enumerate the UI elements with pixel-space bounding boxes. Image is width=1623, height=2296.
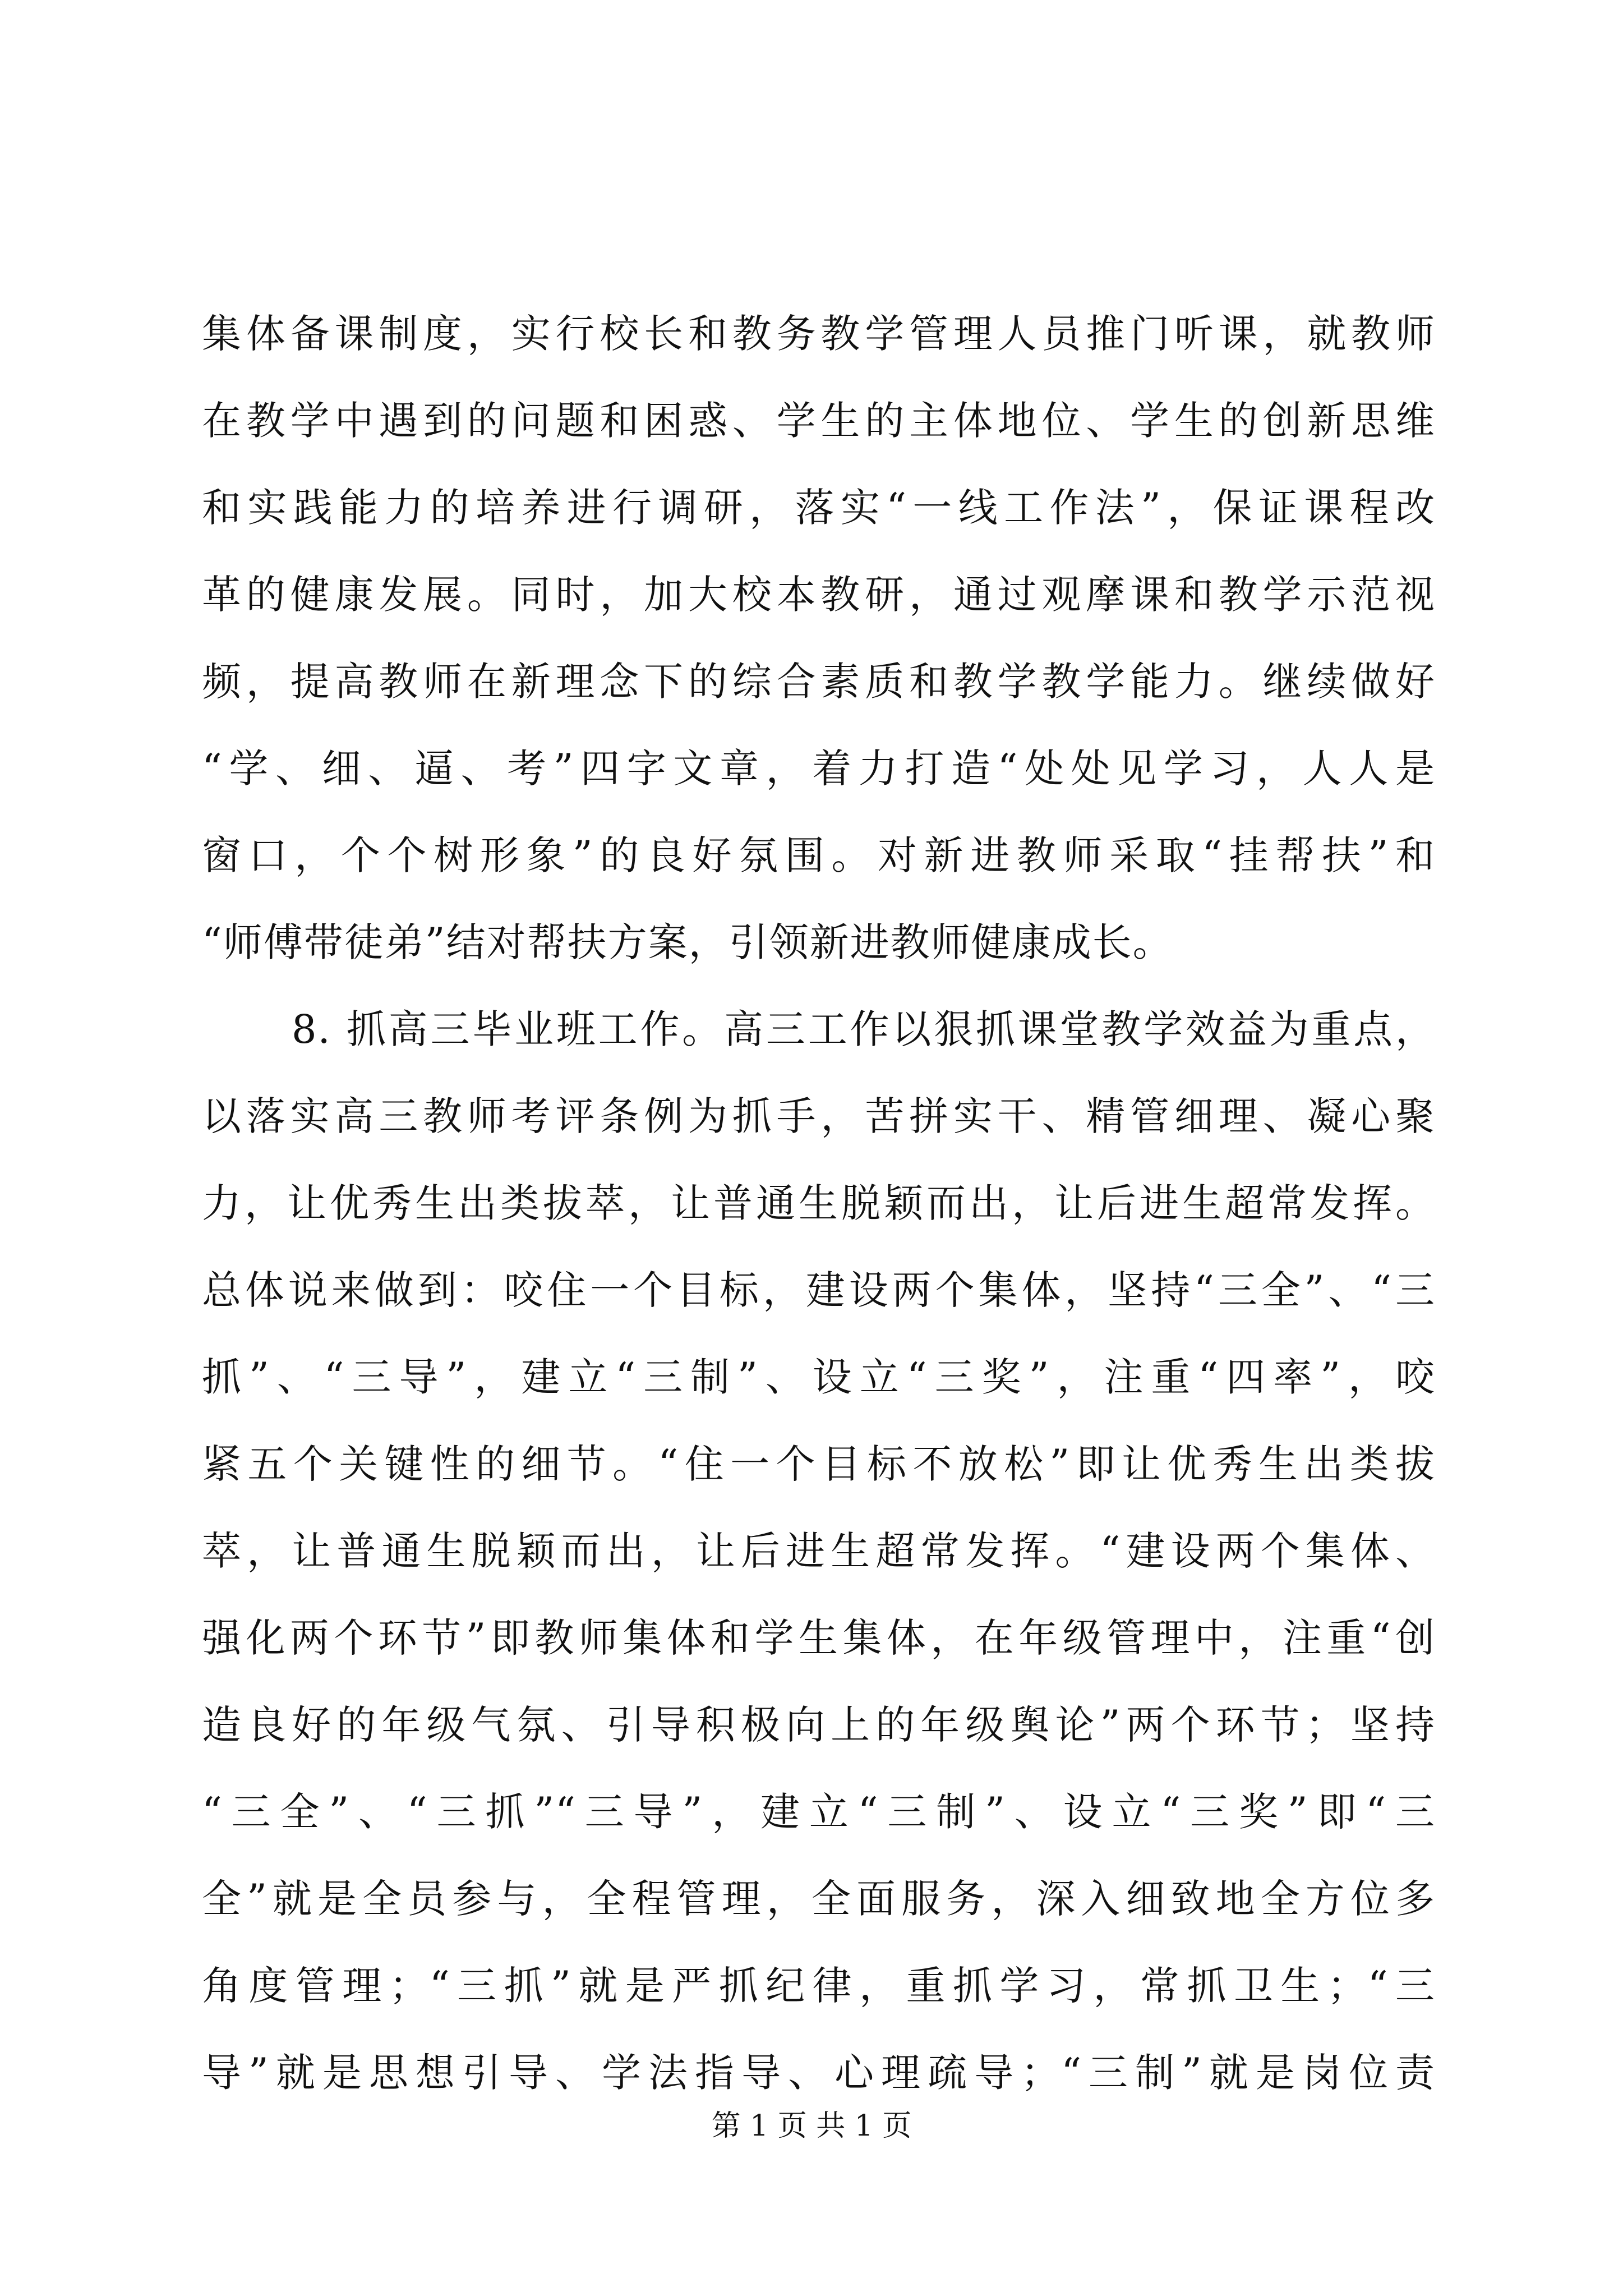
text-line: 窗口，个个树形象”的良好氛围。对新进教师采取“挂帮扶”和	[202, 832, 1436, 878]
text-line: 集体备课制度，实行校长和教务教学管理人员推门听课，就教师	[202, 311, 1436, 357]
text-line: 造良好的年级气氛、引导积极向上的年级舆论”两个环节；坚持	[202, 1702, 1436, 1748]
text-line: 以落实高三教师考评条例为抓手，苦拼实干、精管细理、凝心聚	[202, 1093, 1436, 1139]
text-line: 抓”、“三导”，建立“三制”、设立“三奖”，注重“四率”，咬	[202, 1354, 1436, 1400]
text-line: “学、细、逼、考”四字文章，着力打造“处处见学习，人人是	[202, 746, 1436, 792]
text-line: 强化两个环节”即教师集体和学生集体，在年级管理中，注重“创	[202, 1615, 1436, 1661]
text-line: 全”就是全员参与，全程管理，全面服务，深入细致地全方位多	[202, 1876, 1436, 1922]
text-line: 紧五个关键性的细节。“住一个目标不放松”即让优秀生出类拔	[202, 1441, 1436, 1487]
text-line: 在教学中遇到的问题和困惑、学生的主体地位、学生的创新思维	[202, 398, 1436, 444]
text-line: 革的健康发展。同时，加大校本教研，通过观摩课和教学示范视	[202, 572, 1436, 618]
text-line: 导”就是思想引导、学法指导、心理疏导；“三制”就是岗位责	[202, 2050, 1436, 2096]
text-line: 角度管理；“三抓”就是严抓纪律，重抓学习，常抓卫生；“三	[202, 1963, 1436, 2009]
text-line: 总体说来做到：咬住一个目标，建设两个集体，坚持“三全”、“三	[202, 1267, 1436, 1313]
page-footer: 第 1 页 共 1 页	[711, 2109, 912, 2143]
paragraph-start-line: 8. 抓高三毕业班工作。高三工作以狠抓课堂教学效益为重点，	[292, 1006, 1436, 1052]
text-line: 萃，让普通生脱颖而出，让后进生超常发挥。“建设两个集体、	[202, 1528, 1436, 1574]
text-line: 频，提高教师在新理念下的综合素质和教学教学能力。继续做好	[202, 659, 1436, 705]
text-line: “三全”、“三抓”“三导”，建立“三制”、设立“三奖”即“三	[202, 1789, 1436, 1835]
text-line: “师傅带徒弟”结对帮扶方案，引领新进教师健康成长。	[202, 919, 1173, 965]
text-line: 和实践能力的培养进行调研，落实“一线工作法”，保证课程改	[202, 485, 1436, 531]
text-line: 力，让优秀生出类拔萃，让普通生脱颖而出，让后进生超常发挥。	[202, 1180, 1436, 1226]
